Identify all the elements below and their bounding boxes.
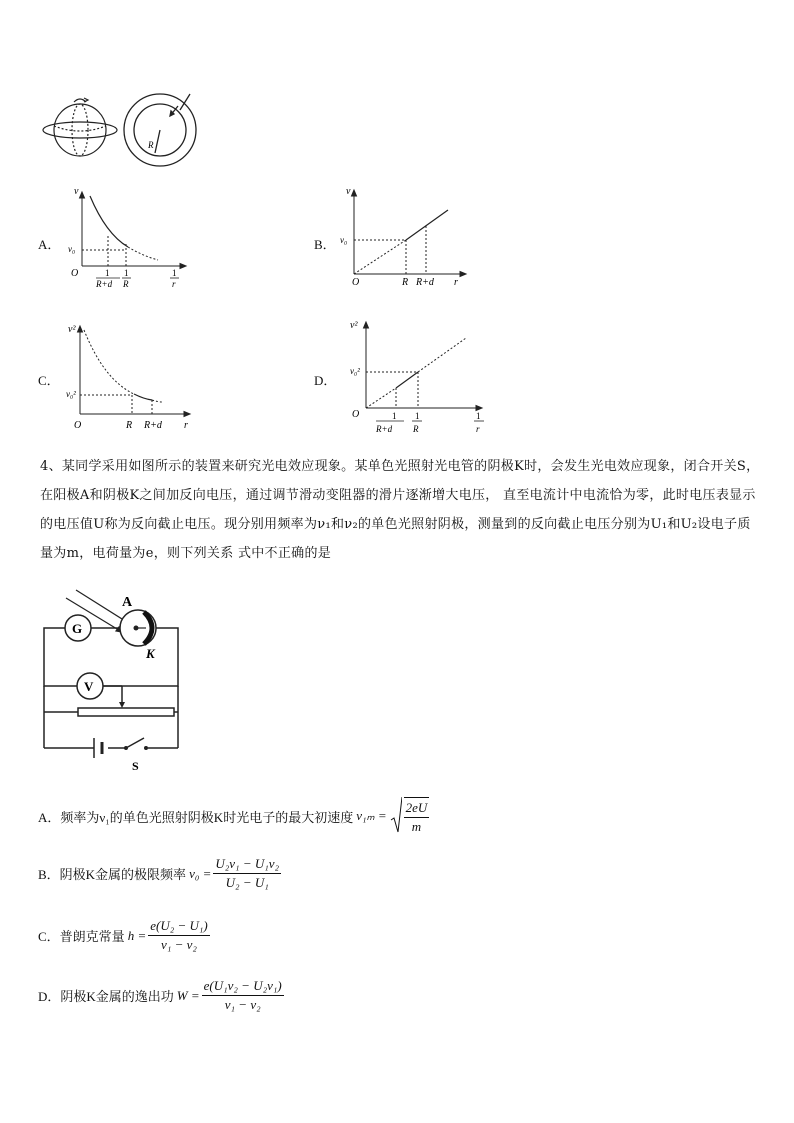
answer-b-label: B． <box>38 867 60 882</box>
circuit-diagram <box>38 584 188 774</box>
answer-c-num: e(U₂ − U₁) <box>148 918 210 936</box>
graph-c <box>64 320 204 432</box>
graph-c-x3: r <box>184 420 188 431</box>
graph-c-x1: R <box>126 420 133 431</box>
answer-b-lhs: ν₀ = <box>189 865 212 881</box>
sqrt-icon <box>390 796 402 836</box>
answer-a-den: m <box>411 819 422 834</box>
answer-c[interactable] <box>38 918 212 953</box>
graph-a-x1: 1 <box>105 268 110 278</box>
graph-d-origin: O <box>352 409 360 420</box>
answer-c-text: 普朗克常量 <box>59 929 125 944</box>
circuit-label-g: G <box>72 621 83 636</box>
graph-b-origin: O <box>352 277 360 288</box>
graph-d-x1d: R+d <box>376 424 393 434</box>
answer-b-den: U₂ − U₁ <box>225 875 269 890</box>
circuit-label-v: V <box>84 679 94 694</box>
graph-b <box>340 184 480 290</box>
answer-c-lhs: h = <box>127 927 147 943</box>
circuit-label-k: K <box>146 646 155 661</box>
graph-c-v0: v₀² <box>66 389 76 399</box>
rheostat-icon <box>78 708 174 716</box>
option-b-label: B． <box>314 237 336 252</box>
answer-b[interactable] <box>38 856 283 891</box>
radius-label: R <box>148 140 154 150</box>
graph-a-x3d: r <box>172 279 176 289</box>
answer-c-den: ν₁ − ν₂ <box>161 937 197 952</box>
answer-a-num: 2eU <box>404 800 430 818</box>
answer-b-num: U₂ν₁ − U₁ν₂ <box>213 856 281 874</box>
circuit-label-s: S <box>132 759 139 773</box>
answer-a-label: A． <box>38 809 61 825</box>
graph-d-v0: v₀² <box>350 366 360 376</box>
graph-a-x1d: R+d <box>96 279 113 289</box>
answer-d-num: e(U₁ν₂ − U₂ν₁) <box>202 978 284 996</box>
graph-d-x2: 1 <box>415 411 420 421</box>
answer-d-den: ν₁ − ν₂ <box>224 997 261 1012</box>
answer-a-lhs: ν₁ₘ = <box>356 808 387 823</box>
answer-d-text: 阴极K金属的逸出功 <box>60 989 174 1004</box>
answer-c-label: C． <box>38 929 60 944</box>
graph-c-x2: R+d <box>144 420 162 431</box>
ring-icon <box>124 94 196 166</box>
option-c-label: C． <box>38 373 60 388</box>
graph-a-x3: 1 <box>172 268 177 278</box>
answer-a[interactable] <box>38 796 431 836</box>
graph-a-x2d: R <box>123 279 129 289</box>
graph-d-x3d: r <box>476 424 480 434</box>
graph-c-ylabel: v² <box>68 324 76 335</box>
graph-c-origin: O <box>74 420 82 431</box>
graph-a-v0: v₀ <box>68 244 76 254</box>
graph-b-v0: v₀ <box>340 235 348 245</box>
graph-b-x3: r <box>454 277 458 288</box>
graph-b-x2: R+d <box>416 277 434 288</box>
graph-d-ylabel: v² <box>350 320 358 331</box>
graph-d-x2d: R <box>413 424 419 434</box>
graph-a-x2: 1 <box>124 268 129 278</box>
graph-a-ylabel: v <box>74 186 79 197</box>
globe-icon <box>43 98 117 156</box>
answer-d[interactable] <box>38 978 286 1013</box>
graph-b-ylabel: v <box>346 186 351 197</box>
answer-d-label: D． <box>38 989 61 1004</box>
question-4-text: 4、某同学采用如图所示的装置来研究光电效应现象。某单色光照射光电管的阴极K时，会发生光电效应现象，闭合开关S，在阳极A和阴极K之间加反向电压，通过调节滑动变阻器的滑片逐渐增大电压， 直至电流计中电流恰为零，此时电压表显示的电压值U称为反向截止电压。现分别用频率为ν₁和ν₂的单色光照射阴极，测量到的反向截止电压分别为U₁和U₂设电子质量为m，电荷量为e，则下列关系 式中不正确的是 <box>40 459 760 561</box>
planet-figure <box>38 88 198 172</box>
option-a-label: A． <box>38 237 61 252</box>
graph-d-x1: 1 <box>392 411 397 421</box>
answer-b-text: 阴极K金属的极限频率 <box>59 867 187 882</box>
graph-a-origin: O <box>71 268 79 279</box>
graph-d-x3: 1 <box>476 411 481 421</box>
graph-a <box>68 184 208 290</box>
graph-d <box>342 316 492 438</box>
answer-d-lhs: W = <box>176 987 200 1003</box>
answer-a-text: 频率为ν₁的单色光照射阴极K时光电子的最大初速度 <box>60 809 354 825</box>
graph-b-x1: R <box>402 277 409 288</box>
battery-icon <box>94 738 102 758</box>
option-d-label: D． <box>314 373 337 388</box>
circuit-label-a: A <box>122 595 133 610</box>
